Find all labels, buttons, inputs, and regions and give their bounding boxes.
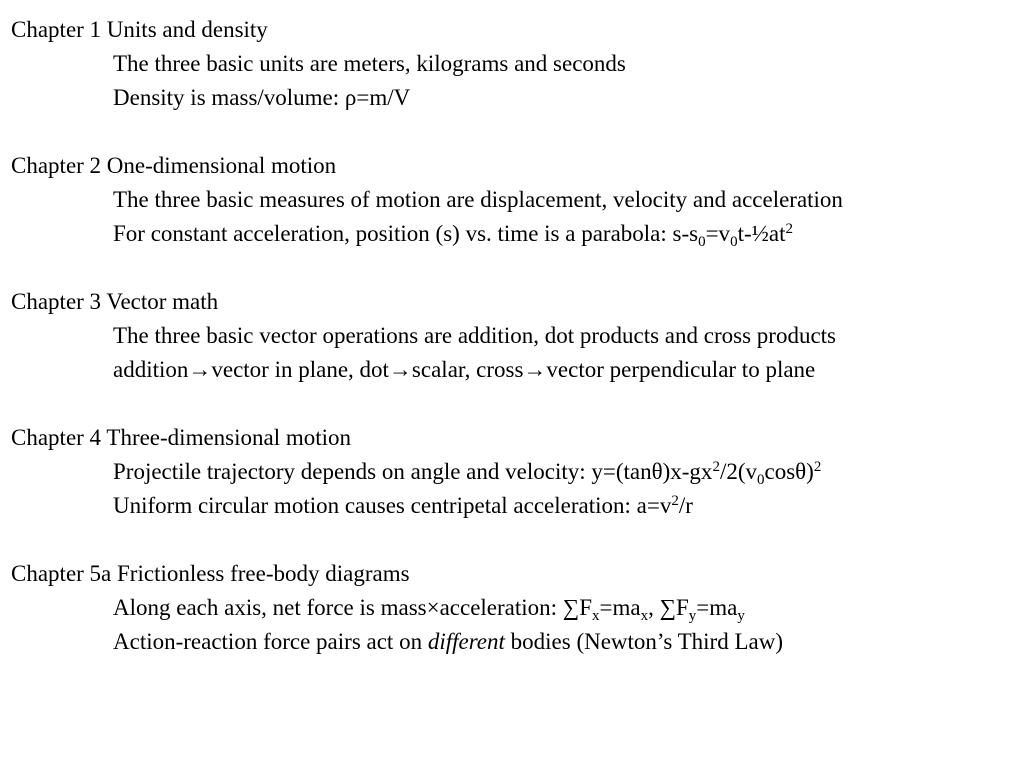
text-run: bodies (Newton’s Third Law) [504,629,783,654]
text-run: cosθ) [764,459,814,484]
text-run: , ∑F [648,595,689,620]
chapter-1 [11,13,1021,115]
chapter-heading: Chapter 1 Units and density [11,17,268,42]
subscript: y [688,608,697,624]
subscript: 0 [757,472,765,488]
text-run: Uniform circular motion causes centripetal acceleration: a=v [113,493,672,518]
text-run: =ma [696,595,738,620]
chapter-point: The three basic vector operations are addition, dot products and cross products [113,323,836,348]
chapter-heading: Chapter 4 Three-dimensional motion [11,425,352,450]
superscript: 2 [785,221,793,237]
superscript: 2 [671,493,679,509]
chapter-point: The three basic measures of motion are displacement, velocity and acceleration [113,187,843,212]
chapter-5a [11,557,1021,659]
chapter-point [11,217,1021,251]
chapter-4 [11,421,1021,523]
text-run: Along each axis, net force is mass×acceleration: ∑F [113,595,592,620]
text-run: /2(v [719,459,757,484]
emphasis-text: different [427,629,505,654]
superscript: 2 [712,459,720,475]
subscript: y [737,608,745,624]
chapter-point [11,489,1021,523]
subscript: x [591,608,600,624]
chapter-point: addition→vector in plane, dot→scalar, cross→vector perpendicular to plane [113,357,816,382]
subscript: 0 [698,234,706,250]
slide [11,13,1021,693]
chapter-2 [11,149,1021,251]
text-run: For constant acceleration, position (s) vs. time is a parabola: s-s [113,221,699,246]
text-run: Action-reaction force pairs act on [113,629,428,654]
chapter-heading: Chapter 2 One-dimensional motion [11,153,337,178]
superscript: 2 [813,459,822,475]
chapter-point: The three basic units are meters, kilograms and seconds [113,51,626,76]
text-run: /r [678,493,693,518]
text-run: =ma [599,595,641,620]
text-run: =v [705,221,731,246]
chapter-point [11,625,1021,659]
chapter-point [11,455,1021,489]
text-run: Projectile trajectory depends on angle and velocity: y=(tanθ)x-gx [113,459,713,484]
chapter-heading: Chapter 3 Vector math [11,289,219,314]
chapter-point [11,591,1021,625]
chapter-point [11,81,1021,115]
subscript: x [640,608,649,624]
text-run: t-½at [737,221,786,246]
chapter-3 [11,285,1021,387]
text-run: Density is mass/volume: ρ=m/V [113,85,411,110]
chapter-heading: Chapter 5a Frictionless free-body diagrams [11,561,410,586]
subscript: 0 [730,234,738,250]
